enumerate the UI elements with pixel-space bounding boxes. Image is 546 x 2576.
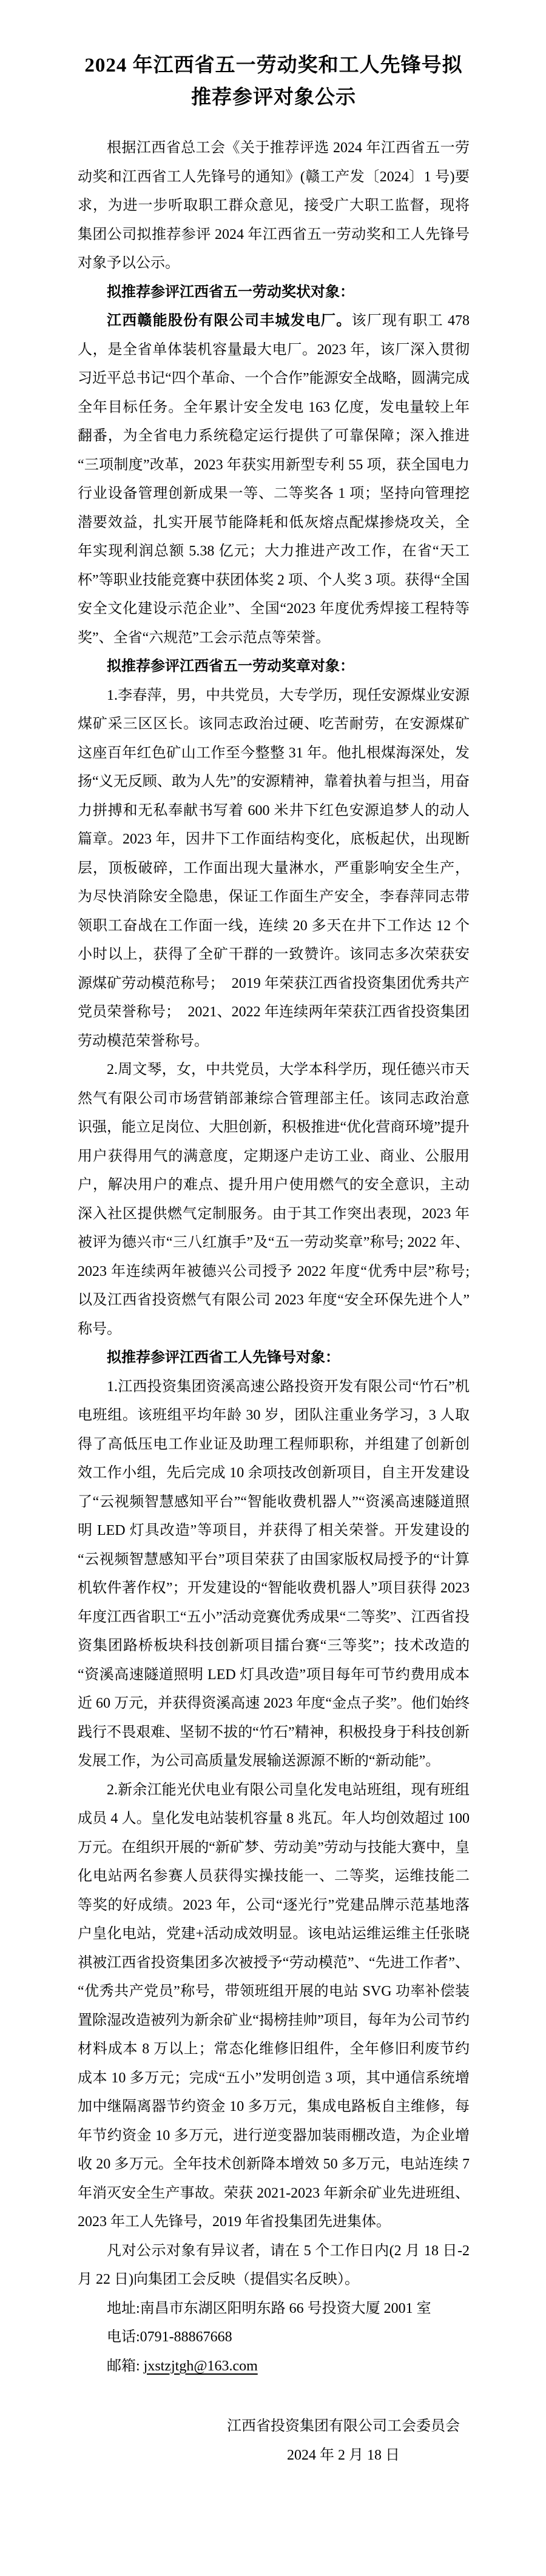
contact-phone-line: 电话:0791-88867668 <box>107 2329 232 2345</box>
contact-email-label: 邮箱: <box>107 2358 144 2374</box>
paragraph-intro: 根据江西省总工会《关于推荐评选 2024 年江西省五一劳动奖和江西省工人先锋号的通知》(赣工产发〔2024〕1 号)要求，为进一步听取职工群众意见，接受广大职工监督，现将集团公司拟推荐参评 2024 年江西省五一劳动奖和工人先锋号对象予以公示。 <box>78 140 470 271</box>
section-heading-award-certificate: 拟推荐参评江西省五一劳动奖状对象： <box>107 284 354 300</box>
contact-email-line <box>78 2352 470 2381</box>
section-heading-pioneer: 拟推荐参评江西省工人先锋号对象： <box>107 1350 340 1366</box>
page-title-line-1: 2024 年江西省五一劳动奖和工人先锋号拟 <box>84 55 463 76</box>
signature-block <box>78 2412 470 2470</box>
page-title-line-2: 推荐参评对象公示 <box>191 87 356 109</box>
paragraph-pioneer-candidate-1: 1.江西投资集团资溪高速公路投资开发有限公司“竹石”机电班组。该班组平均年龄 30 岁，团队注重业务学习，3 人取得了高低压电工作业证及助理工程师职称，并组建了创新创效工作小组，先后完成 10 余项技改创新项目，自主开发建设了“云视频智慧感知平台”“智能收费机器人”“资溪高速隧道照明 LED 灯具改造”等项目，并获得了相关荣誉。开发建设的“云视频智慧感知平台”项目荣获了由国家版权局授予的“计算机软件著作权”；开发建设的“智能收费机器人”项目获得 2023 年度江西省职工“五小”活动竞赛优秀成果“二等奖”、江西省投资集团路桥板块科技创新项目擂台赛“三等奖”；技术改造的“资溪高速隧道照明 LED 灯具改造”项目每年可节约费用成本近 60 万元，并获得资溪高速 2023 年度“金点子奖”。他们始终践行不畏艰难、坚韧不拔的“竹石”精神，积极投身于科技创新发展工作，为公司高质量发展输送源源不断的“新动能”。 <box>78 1378 470 1769</box>
section-heading-award-medal: 拟推荐参评江西省五一劳动奖章对象： <box>107 659 354 674</box>
paragraph-medal-candidate-2: 2.周文琴，女，中共党员，大学本科学历，现任德兴市天然气有限公司市场营销部兼综合管理部主任。该同志政治意识强，能立足岗位、大胆创新，积极推进“优化营商环境”提升用户获得用气的满意度，定期逐户走访工业、商业、公服用户，解决用户的难点、提升用户使用燃气的安全意识，主动深入社区提供燃气定制服务。由于其工作突出表现，2023 年被评为德兴市“三八红旗手”及“五一劳动奖章”称号; 2022 年、2023 年连续两年被德兴公司授予 2022 年度“优秀中层”称号; 以及江西省投资燃气有限公司 2023 年度“安全环保先进个人”称号。 <box>78 1062 470 1337</box>
paragraph-pioneer-candidate-2: 2.新余江能光伏电业有限公司皇化发电站班组，现有班组成员 4 人。皇化发电站装机容量 8 兆瓦。年人均创效超过 100 万元。在组织开展的“新矿梦、劳动美”劳动与技能大赛中，皇化电站两名参赛人员获得实操技能一、二等奖，运维技能二等奖的好成绩。2023 年，公司“逐光行”党建品牌示范基地落户皇化电站，党建+活动成效明显。该电站运维运维主任张晓祺被江西省投资集团多次被授予“劳动模范”、“先进工作者”、“优秀共产党员”称号，带领班组开展的电站 SVG 功率补偿装置除湿改造被列为新余矿业“揭榜挂帅”项目，每年为公司节约材料成本 8 万以上；常态化维修旧组件，全年修旧利废节约成本 10 多万元；完成“五小”发明创造 3 项，其中通信系统增加中继隔离器节约资金 10 多万元，集成电路板自主维修，每年节约资金 10 多万元，进行逆变器加装雨棚改造，为企业增收 20 多万元。全年技术创新降本增效 50 多万元，电站连续 7 年消灭安全生产事故。荣获 2021-2023 年新余矿业先进班组、2023 年工人先锋号，2019 年省投集团先进集体。 <box>78 1782 470 2230</box>
signature-date: 2024 年 2 月 18 日 <box>287 2447 400 2463</box>
signature-org: 江西省投资集团有限公司工会委员会 <box>227 2418 460 2434</box>
award-certificate-org-name: 江西赣能股份有限公司丰城发电厂。 <box>107 313 352 329</box>
award-certificate-org-description: 该厂现有职工 478 人，是全省单体装机容量最大电厂。2023 年，该厂深入贯彻习近平总书记“四个革命、一个合作”能源安全战略，圆满完成全年目标任务。全年累计安全发电 163 亿度，发电量较上年翻番，为全省电力系统稳定运行提供了可靠保障；深入推进“三项制度”改革，2023 年获实用新型专利 55 项，获全国电力行业设备管理创新成果一等、二等奖各 1 项；坚持向管理挖潜要效益，扎实开展节能降耗和低灰熔点配煤掺烧攻关，全年实现利润总额 5.38 亿元；大力推进产改工作，在省“天工杯”等职业技能竞赛中获团体奖 2 项、个人奖 3 项。获得“全国安全文化建设示范企业”、全国“2023 年度优秀焊接工程特等奖”、全省“六规范”工会示范点等荣誉。 <box>78 313 470 646</box>
paragraph-award-certificate-org <box>78 307 470 652</box>
document-body <box>78 134 470 2470</box>
contact-email-link[interactable]: jxstzjtgh@163.com <box>143 2358 258 2374</box>
contact-address-line: 地址:南昌市东湖区阳明东路 66 号投资大厦 2001 室 <box>107 2300 431 2316</box>
paragraph-medal-candidate-1: 1.李春萍，男，中共党员，大专学历，现任安源煤业安源煤矿采三区区长。该同志政治过硬、吃苦耐劳，在安源煤矿这座百年红色矿山工作至今整整 31 年。他扎根煤海深处，发扬“义无反顾、敢为人先”的安源精神，靠着执着与担当，用奋力拼搏和无私奉献书写着 600 米井下红色安源追梦人的动人篇章。2023 年，因井下工作面结构变化，底板起伏，出现断层，顶板破碎，工作面出现大量淋水，严重影响安全生产，为尽快消除安全隐患，保证工作面生产安全，李春萍同志带领职工奋战在工作面一线，连续 20 多天在井下工作达 12 个小时以上，获得了全矿干群的一致赞许。该同志多次荣获安源煤矿劳动模范称号； 2019 年荣获江西省投资集团优秀共产党员荣誉称号； 2021、2022 年连续两年荣获江西省投资集团劳动模范荣誉称号。 <box>78 687 470 1049</box>
paragraph-objection-notice: 凡对公示对象有异议者，请在 5 个工作日内(2 月 18 日-2 月 22 日)向集团工会反映（提倡实名反映）。 <box>78 2242 470 2287</box>
page-title <box>78 50 470 114</box>
